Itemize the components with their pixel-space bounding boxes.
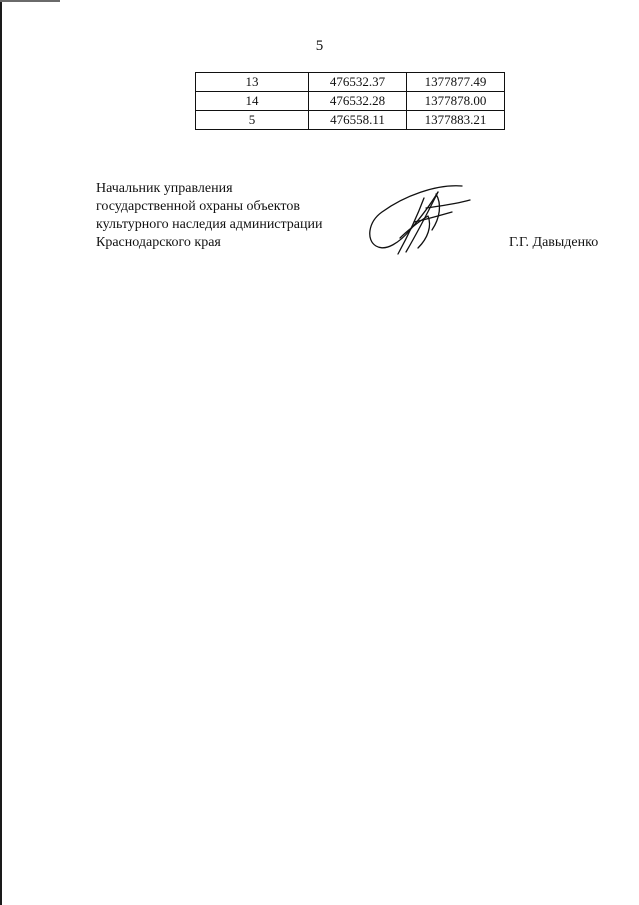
y-coordinate-cell: 1377877.49	[407, 73, 505, 92]
scan-border-top	[0, 0, 60, 2]
point-number-cell: 13	[196, 73, 309, 92]
signer-title	[96, 180, 323, 252]
signer-name: Г.Г. Давыденко	[509, 235, 599, 250]
signer-title-line: Начальник управления	[96, 181, 233, 196]
signer-title-line: культурного наследия администрации	[96, 217, 323, 232]
x-coordinate-cell: 476532.28	[309, 92, 407, 111]
table-row	[196, 111, 505, 130]
point-number-cell: 5	[196, 111, 309, 130]
point-number-cell: 14	[196, 92, 309, 111]
y-coordinate-cell: 1377878.00	[407, 92, 505, 111]
x-coordinate-cell: 476558.11	[309, 111, 407, 130]
handwritten-signature	[366, 182, 478, 256]
y-coordinate-cell: 1377883.21	[407, 111, 505, 130]
scan-border-left	[0, 0, 2, 905]
signer-title-line: Краснодарского края	[96, 235, 221, 250]
page-number: 5	[315, 38, 324, 54]
table-row	[196, 73, 505, 92]
x-coordinate-cell: 476532.37	[309, 73, 407, 92]
table-row	[196, 92, 505, 111]
coordinates-table	[195, 72, 505, 130]
signer-title-line: государственной охраны объектов	[96, 199, 300, 214]
